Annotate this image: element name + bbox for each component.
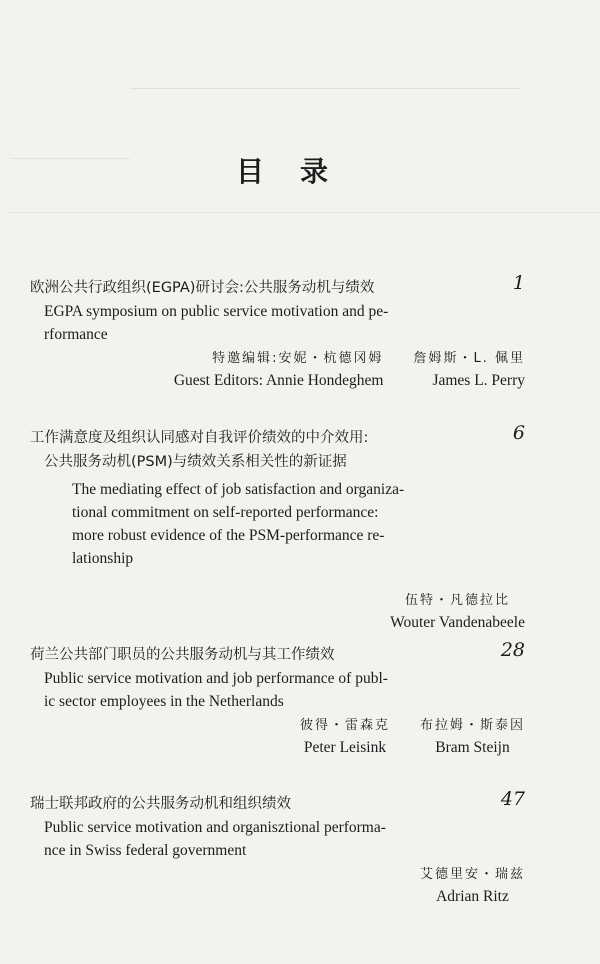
author-name-zh: 彼得・雷森克 — [299, 718, 390, 733]
entry-title-zh-line2: 公共服务动机(PSM)与绩效关系相关性的新证据 — [44, 454, 347, 470]
author-name-zh: 伍特・凡德拉比 — [405, 593, 511, 608]
entry-title-en — [30, 478, 452, 570]
author-name-en: Bram Steijn — [435, 739, 510, 756]
author-block — [420, 715, 525, 758]
author-block — [390, 590, 525, 633]
entry-title-en-line: nce in Swiss federal government — [44, 842, 247, 859]
entry-page-number: 28 — [500, 639, 525, 661]
bleed-through-line — [130, 88, 520, 89]
entry-title-en-line: Public service motivation and job performance of publ- — [44, 670, 388, 687]
author-name-en: Wouter Vandenabeele — [390, 614, 525, 631]
author-name-zh: 特邀编辑:安妮・杭德冈姆 — [212, 351, 384, 366]
author-block — [420, 864, 525, 907]
author-name-zh: 艾德里安・瑞兹 — [419, 867, 525, 882]
entry-title-zh: 瑞士联邦政府的公共服务动机和组织绩效 — [30, 796, 291, 812]
entry-title-en — [30, 300, 444, 346]
entry-title-en-line: The mediating effect of job satisfaction and organiza- — [72, 481, 405, 498]
entry-page-number: 47 — [500, 788, 525, 810]
entry-title-zh: 荷兰公共部门职员的公共服务动机与其工作绩效 — [30, 647, 335, 663]
toc-entry[interactable] — [30, 788, 525, 907]
entry-title-en-line: more robust evidence of the PSM-performance re- — [72, 527, 385, 544]
entry-authors — [30, 348, 525, 391]
author-block — [174, 348, 384, 391]
entry-title-en — [30, 816, 444, 862]
author-name-en: Adrian Ritz — [436, 888, 509, 905]
entry-title-en-line: Public service motivation and organisztional performa- — [44, 819, 386, 836]
entry-title-en-line: EGPA symposium on public service motivation and pe- — [44, 303, 389, 320]
bleed-through-line — [10, 212, 600, 213]
author-name-zh: 詹姆斯・L. 佩里 — [413, 351, 525, 366]
toc-title: 目录 — [235, 155, 364, 188]
author-name-en: Guest Editors: Annie Hondeghem — [173, 372, 384, 389]
entry-title-zh: 欧洲公共行政组织(EGPA)研讨会:公共服务动机与绩效 — [30, 280, 375, 296]
toc-entry[interactable] — [30, 639, 525, 758]
entry-authors — [30, 590, 525, 633]
entry-title-en — [30, 667, 444, 713]
entry-title-en-line: rformance — [44, 326, 108, 343]
entry-title-zh: 工作满意度及组织认同感对自我评价绩效的中介效用: — [30, 430, 369, 446]
entry-page-number: 6 — [512, 422, 525, 444]
author-name-en: Peter Leisink — [303, 739, 387, 756]
author-block — [300, 715, 390, 758]
author-name-zh: 布拉姆・斯泰因 — [419, 718, 525, 733]
entry-title-en-line: ic sector employees in the Netherlands — [44, 693, 284, 710]
entry-title-en-line: lationship — [72, 550, 134, 567]
toc-entry[interactable] — [30, 272, 525, 391]
entry-authors — [30, 864, 525, 907]
author-block — [413, 348, 525, 391]
entry-title-en-line: tional commitment on self-reported performance: — [72, 504, 379, 521]
entry-authors — [30, 715, 525, 758]
toc-entry[interactable] — [30, 422, 525, 633]
entry-page-number: 1 — [512, 272, 525, 294]
author-name-en: James L. Perry — [432, 372, 525, 389]
